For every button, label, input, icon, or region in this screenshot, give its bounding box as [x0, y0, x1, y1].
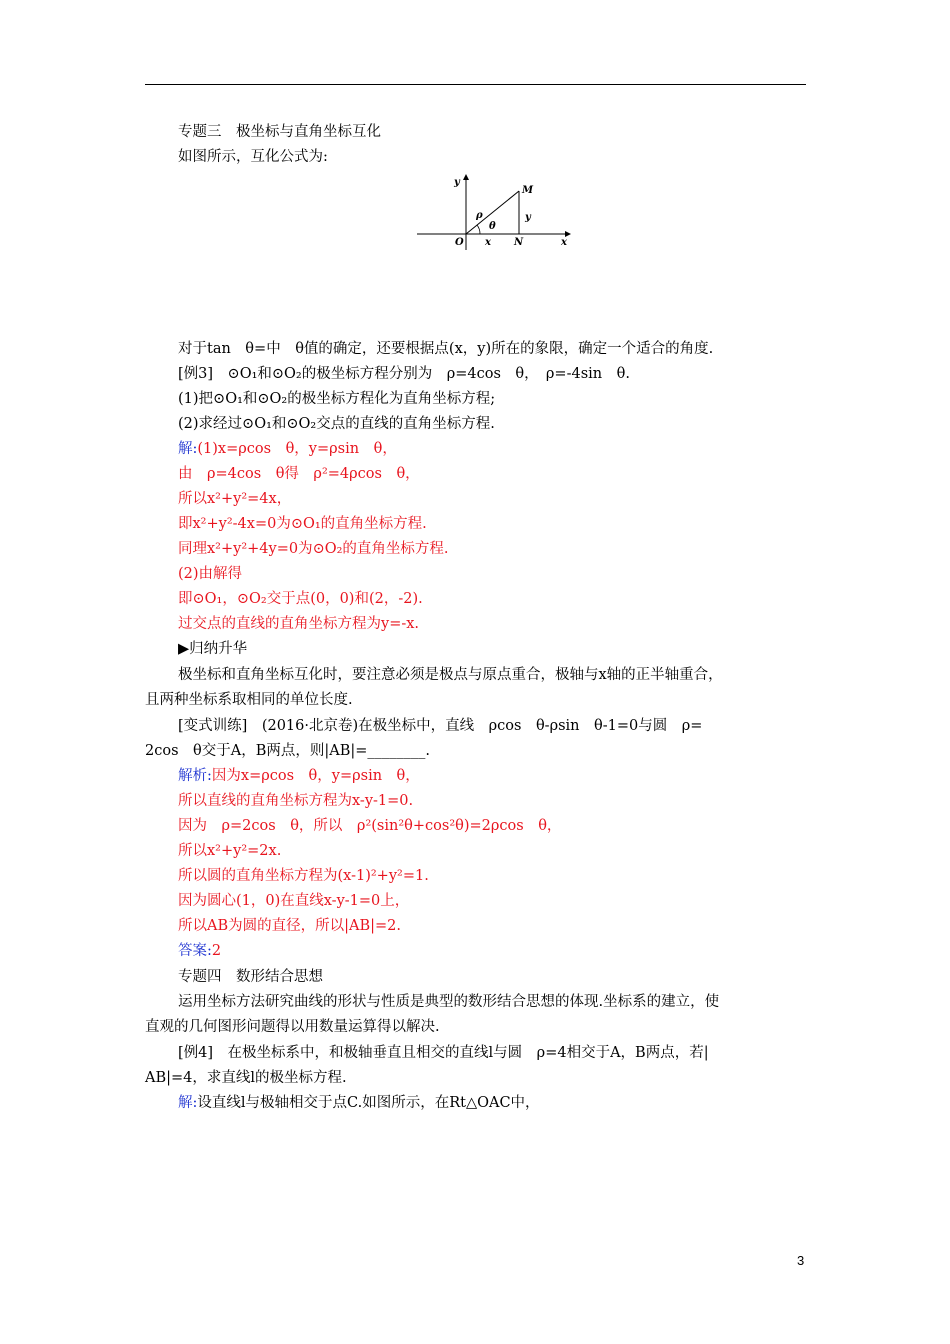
solution3-line6: (2)由解得: [178, 566, 243, 582]
section4-line1: 运用坐标方法研究曲线的形状与性质是典型的数形结合思想的体现.坐标系的建立，使: [178, 994, 720, 1010]
header-rule: [145, 84, 806, 85]
variant-line1: [变式训练] (2016·北京卷)在极坐标中，直线 ρcos θ-ρsin θ-1=0与圆 ρ=: [178, 718, 703, 734]
analysis-line7: 所以AB为圆的直径，所以|AB|=2.: [178, 918, 402, 934]
analysis-line2: 所以直线的直角坐标方程为x-y-1=0.: [178, 793, 414, 809]
figure-theta-label: θ: [489, 221, 496, 232]
example4-line1: [例4] 在极坐标系中，和极轴垂直且相交的直线l与圆 ρ=4相交于A，B两点，若|: [178, 1045, 709, 1061]
solution3-line5: 同理x²+y²+4y=0为⊙O₂的直角坐标方程.: [178, 541, 449, 557]
analysis-line4: 所以x²+y²=2x.: [178, 843, 282, 859]
analysis-line6: 因为圆心(1，0)在直线x-y-1=0上，: [178, 893, 410, 909]
example3-part2: (2)求经过⊙O₁和⊙O₂交点的直线的直角坐标方程.: [178, 416, 495, 432]
answer-value: 2: [211, 943, 222, 959]
example3-statement: [例3] ⊙O₁和⊙O₂的极坐标方程分别为 ρ=4cos θ， ρ=-4sin θ.: [178, 366, 630, 382]
solution3-line1: 解:(1)x=ρcos θ，y=ρsin θ，: [178, 441, 397, 457]
solution3-line2: 由 ρ=4cos θ得 ρ²=4ρcos θ，: [178, 466, 420, 482]
section4-title: 专题四 数形结合思想: [178, 969, 323, 985]
figure-x-axis-label: x: [561, 237, 567, 248]
example4-line2: AB|=4，求直线l的极坐标方程.: [145, 1070, 347, 1086]
solution3-label: 解:: [178, 441, 198, 457]
solution3-line3: 所以x²+y²=4x，: [178, 491, 292, 507]
solution4-line1: 解:设直线l与极轴相交于点C.如图所示，在Rt△OAC中，: [178, 1095, 540, 1111]
variant-line2: 2cos θ交于A，B两点，则|AB|=________.: [145, 743, 431, 759]
answer-label: 答案:: [178, 943, 212, 959]
figure-point-m: M: [522, 185, 534, 196]
solution3-line8: 过交点的直线的直角坐标方程为y=-x.: [178, 616, 420, 632]
figure-x-segment-label: x: [485, 237, 491, 248]
figure-rho-label: ρ: [476, 210, 483, 221]
example3-part1: (1)把⊙O₁和⊙O₂的极坐标方程化为直角坐标方程;: [178, 391, 496, 407]
intro-text: 如图所示，互化公式为:: [178, 149, 328, 165]
polar-coordinate-figure: [415, 172, 575, 252]
summary-line1: 极坐标和直角坐标互化时，要注意必须是极点与原点重合，极轴与x轴的正半轴重合，: [178, 667, 723, 683]
solution3-line7: 即⊙O₁，⊙O₂交于点(0，0)和(2，-2).: [178, 591, 423, 607]
section4-line2: 直观的几何图形问题得以用数量运算得以解决.: [145, 1019, 440, 1035]
answer-line: [178, 941, 221, 961]
figure-origin-label: O: [455, 237, 464, 248]
analysis-line5: 所以圆的直角坐标方程为(x-1)²+y²=1.: [178, 868, 429, 884]
solution4-label: 解:: [178, 1095, 198, 1111]
solution3-line4: 即x²+y²-4x=0为⊙O₁的直角坐标方程.: [178, 516, 427, 532]
figure-y-segment-label: y: [525, 212, 531, 223]
summary-line2: 且两种坐标系取相同的单位长度.: [145, 692, 353, 708]
tan-note: 对于tan θ=中 θ值的确定，还要根据点(x，y)所在的象限，确定一个适合的角度.: [178, 341, 714, 357]
analysis-label: 解析:: [178, 768, 212, 784]
page-number: 3: [797, 1253, 805, 1268]
figure-y-axis-label: y: [454, 177, 460, 188]
section3-title: 专题三 极坐标与直角坐标互化: [178, 124, 381, 140]
analysis-line3: 因为 ρ=2cos θ，所以 ρ²(sin²θ+cos²θ)=2ρcos θ，: [178, 818, 562, 834]
figure-point-n: N: [514, 237, 524, 248]
summary-heading: ▶归纳升华: [178, 641, 248, 657]
analysis-line1: 解析:因为x=ρcos θ，y=ρsin θ，: [178, 768, 420, 784]
